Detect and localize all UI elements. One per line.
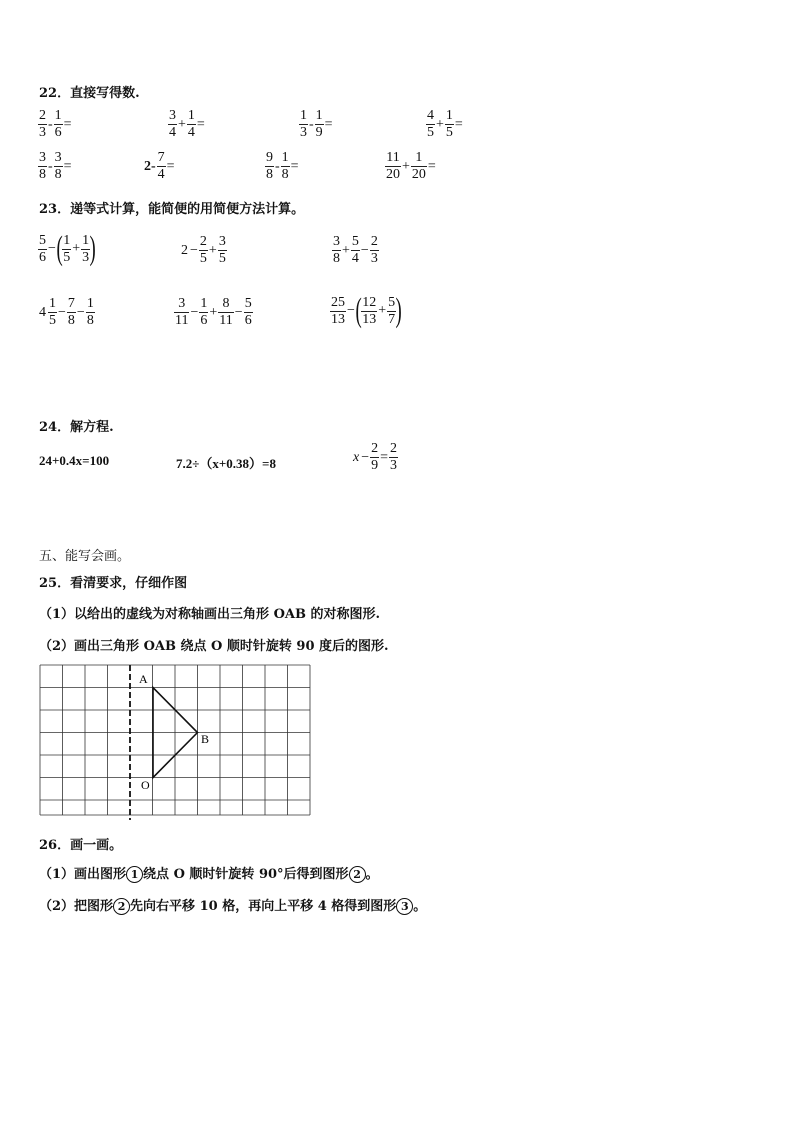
section-5-title: 五、能写会画。 — [39, 549, 131, 564]
label-a: A — [139, 672, 148, 686]
q25-item-1: （1）以给出的虚线为对称轴画出三角形 OAB 的对称图形. — [39, 607, 381, 622]
q23-expr-2: 2 − $\frac{2}{5}$ + $\frac{3}{5}$ — [181, 234, 226, 266]
q23-expr-3: $\frac{3}{8}$ + $\frac{5}{4}$ − $\frac{2}{3}$ — [333, 234, 378, 266]
circled-number: 1 — [126, 866, 143, 883]
circled-number: 2 — [349, 866, 366, 883]
label-o: O — [141, 778, 150, 792]
q22-expr-4: $\frac{4}{5}$ + $\frac{1}{5}$ = — [427, 108, 463, 140]
q24-title: 24．解方程. — [39, 420, 114, 435]
q22-expr-6: 2- $\frac{7}{4}$ = — [144, 150, 175, 182]
q24-equation-2: 7.2÷（x+0.38）=8 — [176, 456, 276, 471]
q25-item-2: （2）画出三角形 OAB 绕点 O 顺时针旋转 90 度后的图形. — [39, 639, 389, 654]
fraction: $\frac{2}{3}$ — [39, 108, 46, 140]
q22-expr-2: $\frac{3}{4}$ + $\frac{1}{4}$ = — [169, 108, 205, 140]
label-b: B — [201, 732, 210, 746]
q23-title: 23．递等式计算，能简便的用简便方法计算。 — [39, 202, 305, 217]
q22-expr-8: $\frac{11}{20}$ + $\frac{1}{20}$ = — [386, 150, 436, 182]
circled-number: 3 — [396, 898, 413, 915]
q24-equation-3: x − $\frac{2}{9}$ = $\frac{2}{3}$ — [353, 441, 398, 473]
q22-expr-1: $\frac{2}{3}$ - $\frac{1}{6}$ = — [39, 108, 72, 140]
q22-title: 22．直接写得数. — [39, 86, 140, 101]
q23-expr-6: $\frac{25}{13}$ −( $\frac{12}{13}$ + $\frac{5}{7}$ ) — [331, 292, 402, 329]
q22-expr-5: $\frac{3}{8}$ - $\frac{3}{8}$ = — [39, 150, 72, 182]
q25-title: 25．看清要求，仔细作图 — [39, 576, 188, 591]
q26-item-2: （2）把图形 2 先向右平移 10 格，再向上平移 4 格得到图形 3 。 — [39, 899, 427, 914]
q22-expr-7: $\frac{9}{8}$ - $\frac{1}{8}$ = — [266, 150, 299, 182]
q26-item-1: （1）画出图形 1 绕点 O 顺时针旋转 90°后得到图形 2 。 — [39, 867, 379, 882]
q23-expr-5: $\frac{3}{11}$ − $\frac{1}{6}$ + $\frac{8}{11}$ − $\frac{5}{6}$ — [175, 296, 252, 328]
q22-expr-3: $\frac{1}{3}$ - $\frac{1}{9}$ = — [300, 108, 333, 140]
circled-number: 2 — [113, 898, 130, 915]
q23-expr-4: 4 $\frac{1}{5}$ − $\frac{7}{8}$ − $\frac{1}{8}$ — [39, 296, 94, 328]
q26-title: 26．画一画。 — [39, 838, 123, 853]
q23-expr-1: $\frac{5}{6}$ −( $\frac{1}{5}$ + $\frac{1}{3}$ ) — [39, 230, 96, 267]
grid-lines — [40, 665, 310, 815]
fraction: $\frac{1}{6}$ — [54, 108, 62, 140]
q24-equation-1: 24+0.4x=100 — [39, 453, 110, 468]
